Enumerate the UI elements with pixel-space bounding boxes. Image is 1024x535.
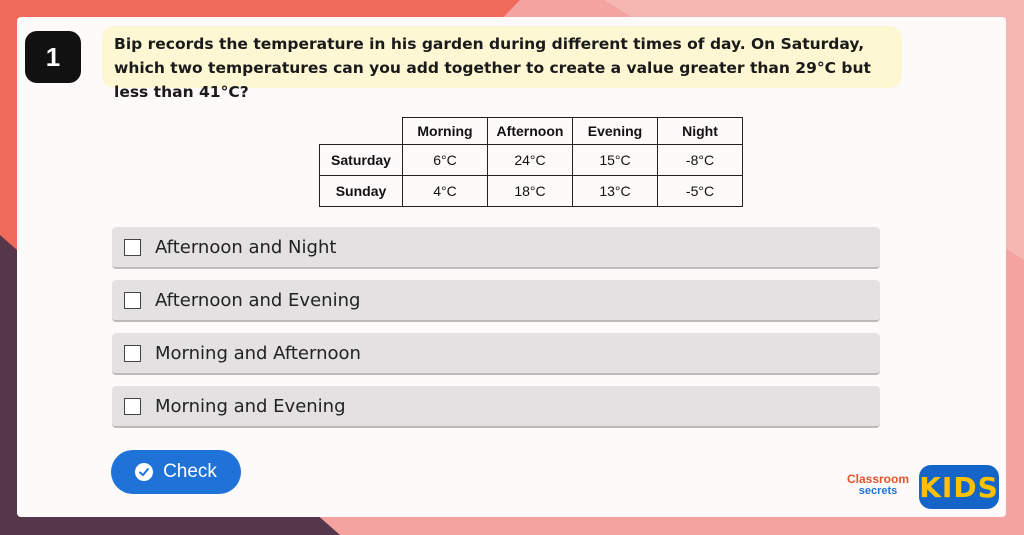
table-cell: 24°C (488, 145, 573, 176)
table-header-row (320, 118, 743, 145)
column-header-evening: Evening (573, 118, 658, 145)
table-cell: 13°C (573, 176, 658, 207)
option-label: Morning and Afternoon (155, 342, 361, 364)
option-afternoon-and-night[interactable] (112, 227, 880, 269)
option-label: Morning and Evening (155, 395, 346, 417)
logo-text-classroom: Classroom (846, 472, 910, 486)
checkbox[interactable] (124, 292, 141, 309)
option-label: Afternoon and Evening (155, 289, 361, 311)
classroom-secrets-logo (840, 473, 916, 503)
table-cell: -8°C (658, 145, 743, 176)
question-number-badge: 1 (25, 31, 81, 83)
checkbox[interactable] (124, 398, 141, 415)
answer-options (112, 227, 880, 439)
kids-logo: KIDS (919, 465, 999, 509)
row-header-saturday: Saturday (320, 145, 403, 176)
column-header-night: Night (658, 118, 743, 145)
checkbox[interactable] (124, 239, 141, 256)
table-corner-cell (320, 118, 403, 145)
table-cell: 18°C (488, 176, 573, 207)
question-card (17, 17, 1006, 517)
table-row-sunday (320, 176, 743, 207)
column-header-morning: Morning (403, 118, 488, 145)
table-row-saturday (320, 145, 743, 176)
table-cell: 15°C (573, 145, 658, 176)
temperature-table (319, 117, 743, 207)
table-cell: -5°C (658, 176, 743, 207)
checkbox[interactable] (124, 345, 141, 362)
option-afternoon-and-evening[interactable] (112, 280, 880, 322)
checkmark-icon (135, 463, 153, 481)
check-button[interactable] (111, 450, 241, 494)
option-morning-and-evening[interactable] (112, 386, 880, 428)
logo-text-secrets: secrets (858, 485, 898, 497)
table-cell: 6°C (403, 145, 488, 176)
option-label: Afternoon and Night (155, 236, 337, 258)
table-cell: 4°C (403, 176, 488, 207)
question-text: Bip records the temperature in his garden during different times of day. On Saturday, which two temperatures can you add together to create a value greater than 29°C but less than 41°C? (102, 26, 902, 88)
option-morning-and-afternoon[interactable] (112, 333, 880, 375)
check-button-label: Check (163, 461, 217, 482)
column-header-afternoon: Afternoon (488, 118, 573, 145)
row-header-sunday: Sunday (320, 176, 403, 207)
